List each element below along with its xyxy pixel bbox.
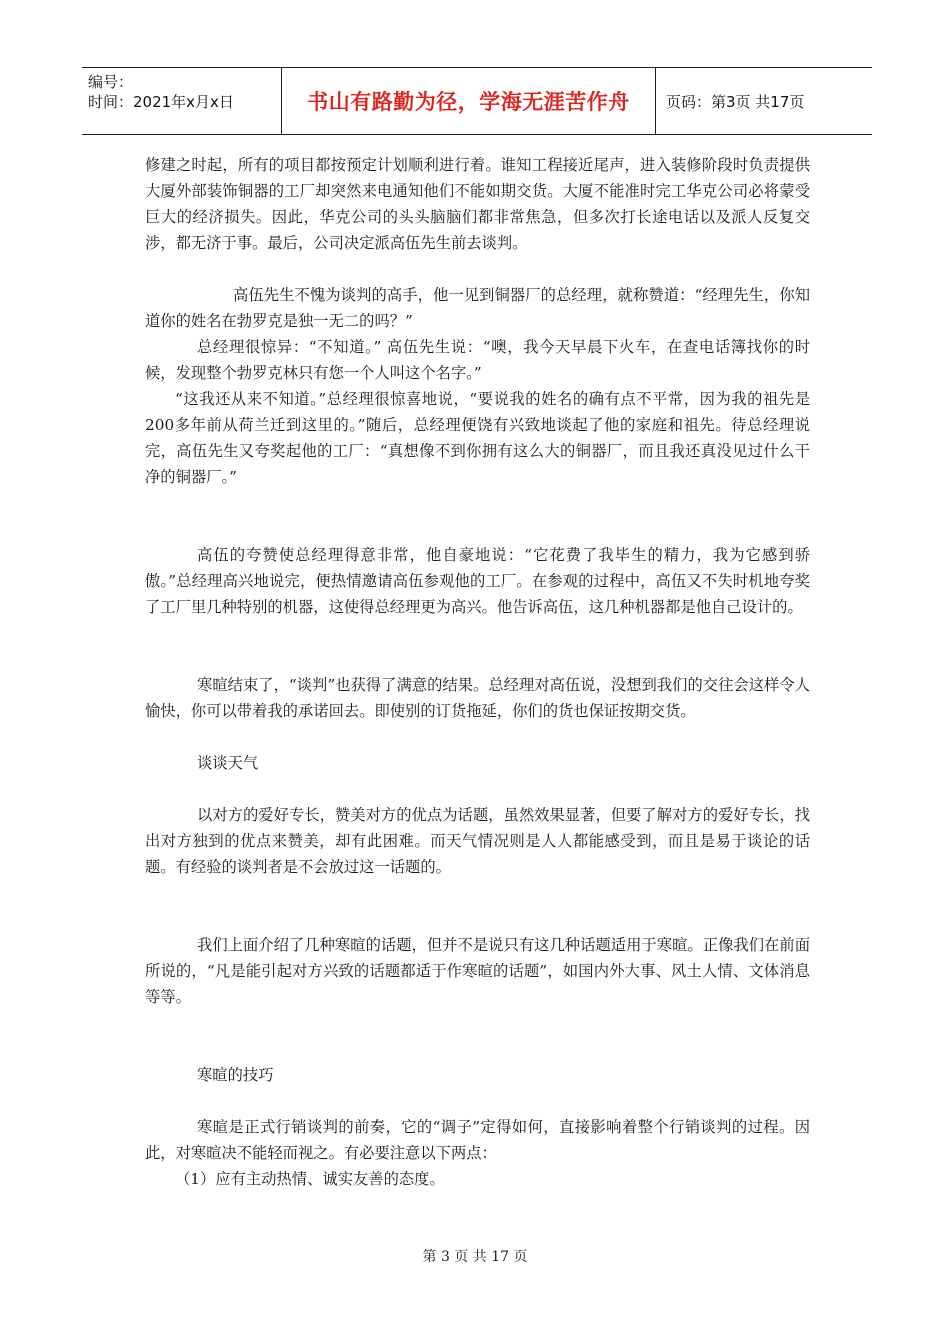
section-heading: 谈谈天气 [197, 754, 259, 772]
paragraph: 高伍的夸赞使总经理得意非常，他自豪地说：“它花费了我毕生的精力，我为它感到骄傲。”总经理高兴地说完，便热情邀请高伍参观他的工厂。在参观的过程中，高伍又不失时机地夸奖了工厂里几种特别的机器，这使得总经理更为高兴。他告诉高伍，这几种机器都是他自己设计的。 [145, 546, 810, 616]
paragraph: “这我还从来不知道。”总经理很惊喜地说，“要说我的姓名的确有点不平常，因为我的祖先是200多年前从荷兰迁到这里的。”随后，总经理便饶有兴致地谈起了他的家庭和祖先。待总经理说完，高伍先生又夸奖起他的工厂：“真想像不到你拥有这么大的铜器厂，而且我还真没见过什么干净的铜器厂。” [145, 390, 810, 486]
number-label: 编号： [88, 73, 134, 91]
paragraph: 总经理很惊异：“不知道。” 高伍先生说：“噢，我今天早晨下火车，在查电话簿找你的时候，发现整个勃罗克林只有您一个人叫这个名字。” [145, 338, 810, 382]
document-header [82, 67, 872, 135]
paragraph: 修建之时起，所有的项目都按预定计划顺利进行着。谁知工程接近尾声，进入装修阶段时负责提供大厦外部装饰铜器的工厂却突然来电通知他们不能如期交货。大厦不能准时完工华克公司必将蒙受巨大的经济损失。因此，华克公司的头头脑脑们都非常焦急，但多次打长途电话以及派人反复交涉，都无济于事。最后，公司决定派高伍先生前去谈判。 [145, 156, 810, 252]
header-page-info: 页码：第3页 共17页 [666, 92, 805, 111]
section-heading: 寒暄的技巧 [197, 1066, 274, 1084]
header-meta-cell [82, 68, 282, 134]
paragraph: 我们上面介绍了几种寒暄的话题，但并不是说只有这几种话题适用于寒暄。正像我们在前面所说的，“凡是能引起对方兴致的话题都适于作寒暄的话题”，如国内外大事、风土人情、文体消息等等。 [145, 936, 810, 1006]
paragraph: 高伍先生不愧为谈判的高手，他一见到铜器厂的总经理，就称赞道：“经理先生，你知道你的姓名在勃罗克是独一无二的吗？” [145, 286, 810, 330]
page-footer: 第 3 页 共 17 页 [422, 1249, 528, 1265]
paragraph: 寒暄是正式行销谈判的前奏，它的“调子”定得如何，直接影响着整个行销谈判的过程。因此，对寒暄决不能轻而视之。有必要注意以下两点： [145, 1118, 810, 1162]
paragraph: 寒暄结束了，“谈判”也获得了满意的结果。总经理对高伍说，没想到我们的交往会这样令人愉快，你可以带着我的承诺回去。即使别的订货拖延，你们的货也保证按期交货。 [145, 676, 810, 720]
time-label: 时间：2021年x月x日 [88, 93, 234, 111]
list-item: （1）应有主动热情、诚实友善的态度。 [175, 1170, 445, 1188]
document-body [145, 152, 810, 1192]
paragraph: 以对方的爱好专长，赞美对方的优点为话题，虽然效果显著，但要了解对方的爱好专长，找出对方独到的优点来赞美，却有此困难。而天气情况则是人人都能感受到，而且是易于谈论的话题。有经验的谈判者是不会放过这一话题的。 [145, 806, 810, 876]
header-motto: 书山有路勤为径，学海无涯苦作舟 [282, 68, 656, 134]
